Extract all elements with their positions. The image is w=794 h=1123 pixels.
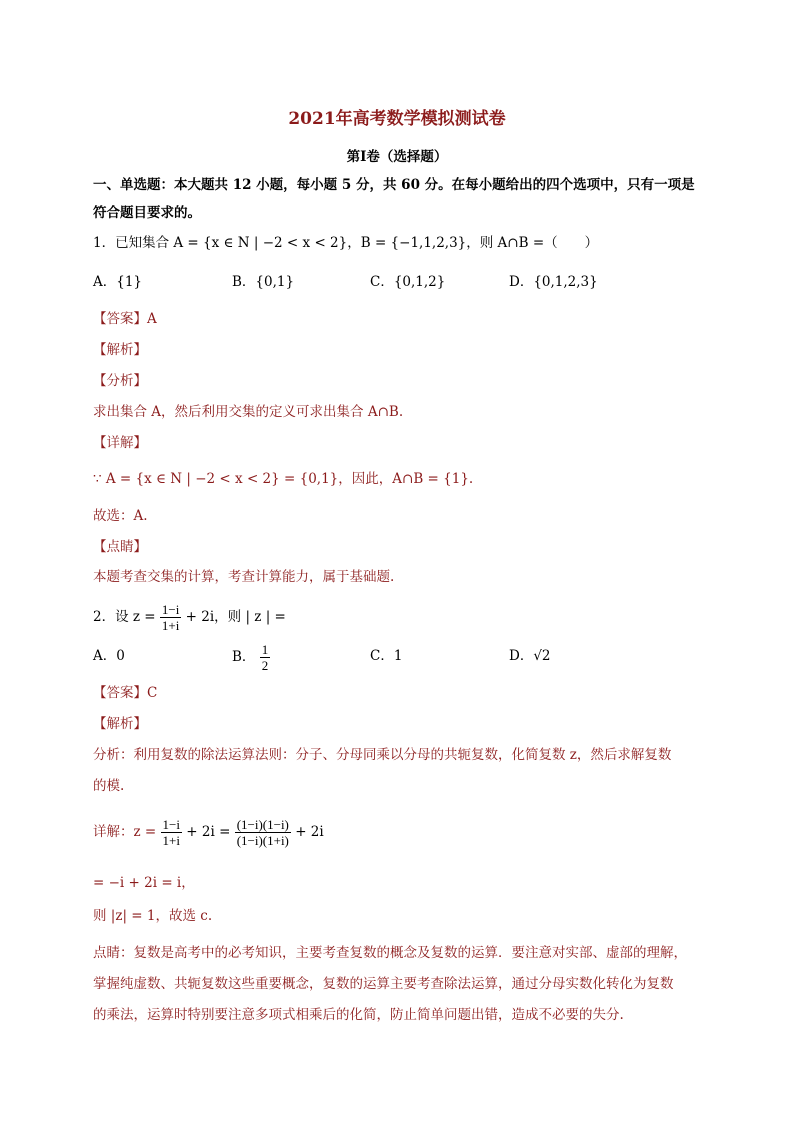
- q2-stem-suffix: + 2i，则 | z | =: [185, 609, 286, 625]
- q2-option-c: C．1: [370, 648, 403, 664]
- q2-fenxi-line2: 的模.: [93, 778, 125, 794]
- q2-detail-num1: 1−i: [162, 817, 180, 832]
- q2-detail-den2: (1−i)(1+i): [236, 833, 289, 848]
- q2-option-b-numerator: 1: [261, 642, 269, 657]
- exam-title: 2021年高考数学模拟测试卷: [288, 109, 506, 129]
- q1-answer: 【答案】A: [93, 311, 157, 327]
- q1-comment-text: 本题考查交集的计算，考查计算能力，属于基础题.: [93, 569, 395, 585]
- q2-option-b-fraction: [260, 642, 271, 673]
- q1-option-a: A．{1}: [93, 274, 143, 290]
- q2-stem-numerator: 1−i: [161, 602, 180, 617]
- exam-subtitle: 第Ⅰ卷（选择题）: [346, 149, 448, 165]
- q2-stem: [93, 598, 286, 636]
- q1-stem: 1．已知集合 A = {x ∈ N | −2 < x < 2}，B = {−1,1,2,3}，则 A∩B =（ ）: [93, 235, 599, 251]
- q2-stem-fraction: [160, 602, 181, 633]
- q2-option-d: D．√2: [509, 648, 551, 664]
- section-heading-line1: 一、单选题：本大题共 12 小题，每小题 5 分，共 60 分。在每小题给出的四个选项中，只有一项是: [93, 177, 695, 193]
- q2-answer: 【答案】C: [93, 685, 158, 701]
- q1-comment-tag: 【点睛】: [93, 539, 147, 555]
- q1-choose: 故选：A.: [93, 508, 148, 524]
- q1-option-b: B．{0,1}: [232, 274, 295, 290]
- q2-option-b-label: B．: [232, 649, 256, 665]
- q2-detail-prefix: 详解：z =: [93, 824, 157, 840]
- q2-comment-line1: 点睛：复数是高考中的必考知识，主要考查复数的概念及复数的运算．要注意对实部、虚部的理解，: [93, 945, 687, 961]
- q2-comment-line3: 的乘法，运算时特别要注意多项式相乘后的化简，防止简单问题出错，造成不必要的失分.: [93, 1007, 624, 1023]
- q2-analysis-tag: 【解析】: [93, 716, 147, 732]
- q2-detail-line1: [93, 810, 324, 854]
- q2-option-b: [232, 638, 270, 676]
- q2-stem-denominator: 1+i: [161, 618, 180, 633]
- q2-fenxi-line1: 分析：利用复数的除法运算法则：分子、分母同乘以分母的共轭复数，化简复数 z，然后求解复数: [93, 747, 672, 763]
- q2-stem-prefix: 2．设 z =: [93, 609, 156, 625]
- q1-detail-tag: 【详解】: [93, 435, 147, 451]
- q1-option-d: D．{0,1,2,3}: [509, 274, 598, 290]
- q2-option-b-denominator: 2: [261, 658, 269, 673]
- q2-detail-fraction1: [161, 817, 182, 848]
- q1-detail-text: ∵ A = {x ∈ N | −2 < x < 2} = {0,1}，因此，A∩B = {1}.: [93, 471, 474, 487]
- q2-option-a: A．0: [93, 648, 125, 664]
- q2-detail-mid: + 2i =: [186, 824, 231, 840]
- q2-comment-line2: 掌握纯虚数、共轭复数这些重要概念，复数的运算主要考查除法运算，通过分母实数化转化为复数: [93, 976, 674, 992]
- q2-detail-fraction2: [235, 817, 291, 848]
- q2-detail-line2: = −i + 2i = i，: [93, 875, 195, 891]
- q2-detail-suffix: + 2i: [295, 824, 324, 840]
- q1-fenxi-text: 求出集合 A，然后利用交集的定义可求出集合 A∩B.: [93, 404, 404, 420]
- q1-fenxi-tag: 【分析】: [93, 373, 147, 389]
- q2-detail-num2: (1−i)(1−i): [236, 817, 289, 832]
- q2-detail-den1: 1+i: [162, 833, 180, 848]
- q1-analysis-tag: 【解析】: [93, 342, 147, 358]
- q1-option-c: C．{0,1,2}: [370, 274, 446, 290]
- q2-detail-line3: 则 |z| = 1，故选 c.: [93, 908, 213, 924]
- section-heading-line2: 符合题目要求的。: [93, 205, 201, 221]
